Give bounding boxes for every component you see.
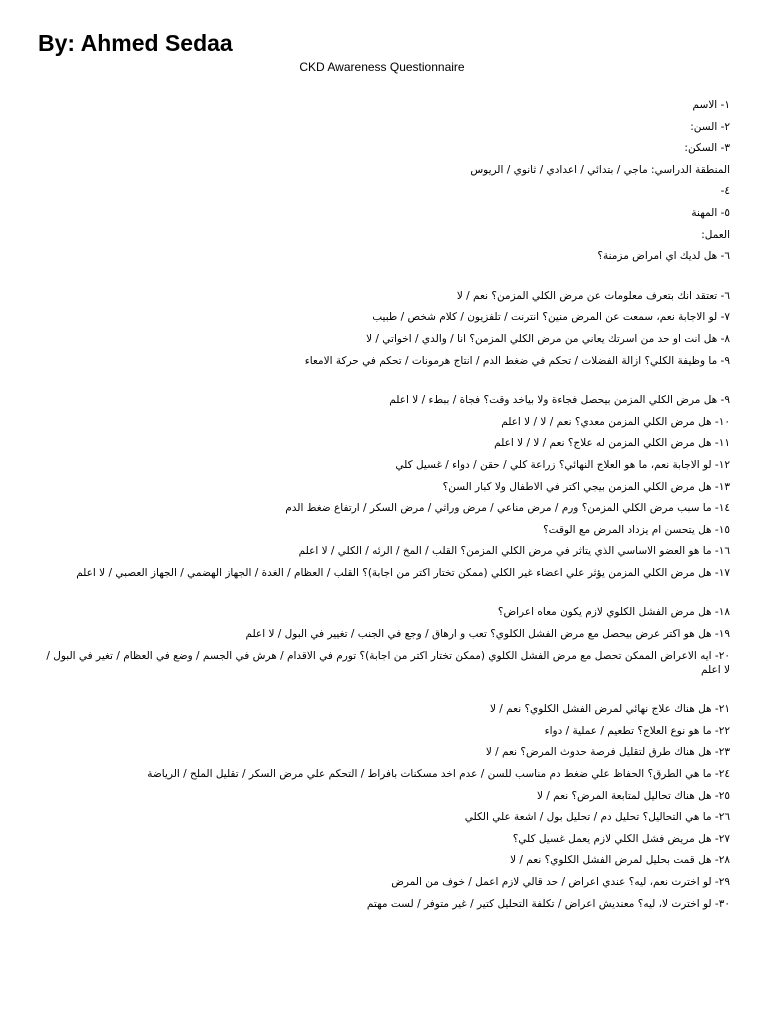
question-item: ٩- ما وظيفة الكلي؟ ازالة الفضلات / تحكم في ضغط الدم / انتاج هرمونات / تحكم في حركة الامعاء bbox=[304, 354, 730, 367]
question-item: ٢٨- هل قمت بحليل لمرض الفشل الكلوي؟ نعم / لا bbox=[510, 854, 730, 867]
question-item: ٢٧- هل مريض فشل الكلي لازم يعمل غسيل كلي؟ bbox=[512, 832, 730, 845]
question-item: ٣٠- لو اخترت لا، ليه؟ معنديش اعراض / تكلفة التحليل كتير / غير متوفر / لست مهتم bbox=[366, 897, 730, 910]
question-item: ٤- bbox=[720, 185, 730, 198]
question-item: ١٢- لو الاجابة نعم، ما هو العلاج النهائي؟ زراعة كلي / حقن / دواء / غسيل كلي bbox=[395, 458, 730, 471]
question-item: ٢٥- هل هناك تحاليل لمتابعة المرض؟ نعم / لا bbox=[536, 789, 730, 802]
question-item: ٢٤- ما هي الطرق؟ الحفاظ علي ضغط دم مناسب للسن / عدم اخد مسكنات بافراط / التحكم علي مرض السكر / تقليل الملح / الرياضة bbox=[147, 768, 730, 781]
question-item: ٦- تعتقد انك بتعرف معلومات عن مرض الكلي المزمن؟ نعم / لا bbox=[456, 289, 730, 302]
author-heading: By: Ahmed Sedaa bbox=[38, 30, 233, 56]
question-item: ٢٦- ما هي التحاليل؟ تحليل دم / تحليل بول / اشعة علي الكلي bbox=[464, 811, 730, 824]
section-spacer bbox=[40, 271, 730, 289]
question-item: ١٩- هل هو اكتر عرض بيحصل مع مرض الفشل الكلوي؟ تعب و ارهاق / وجع في الجنب / تغيير في البول / لا اعلم bbox=[245, 628, 730, 641]
question-item: ٢٩- لو اخترت نعم، ليه؟ عندي اعراض / حد قالي لازم اعمل / خوف من المرض bbox=[391, 876, 730, 888]
question-item: ١٨- هل مرض الفشل الكلوي لازم يكون معاه اعراض؟ bbox=[497, 606, 730, 619]
question-item: ١٥- هل يتحسن ام يزداد المرض مع الوقت؟ bbox=[543, 523, 730, 536]
question-item: ١٤- ما سبب مرض الكلي المزمن؟ ورم / مرض مناعي / مرض وراثي / مرض السكر / ارتفاع ضغط الدم bbox=[285, 502, 730, 515]
question-item: ٢٣- هل هناك طرق لتقليل فرصة حدوث المرض؟ نعم / لا bbox=[485, 746, 730, 759]
section-spacer bbox=[40, 684, 730, 702]
question-item: ٨- هل انت او حد من اسرتك يعاني من مرض الكلي المزمن؟ انا / والدي / اخواتي / لا bbox=[366, 332, 730, 345]
questionnaire-title: CKD Awareness Questionnaire bbox=[299, 60, 465, 74]
question-item: ١٧- هل مرض الكلي المزمن يؤثر علي اعضاء غير الكلي (ممكن تختار اكتر من اجابة)؟ القلب / العظام / الغدة / الجهاز الهضمي / الجهاز العصبي / لا اعلم bbox=[76, 566, 730, 579]
question-item: ٢١- هل هناك علاج نهائي لمرض الفشل الكلوي؟ نعم / لا bbox=[489, 703, 730, 716]
question-item: المنطقة الدراسي: ماجي / بتدائي / اعدادي / ثانوي / الريوس bbox=[470, 163, 730, 176]
question-item: ٦- هل لديك اي امراض مزمنة؟ bbox=[597, 250, 730, 263]
question-item: ١٦- ما هو العضو الاساسي الذي يتاثر في مرض الكلي المزمن؟ القلب / المخ / الرئه / الكلي / لا اعلم bbox=[298, 545, 730, 558]
question-item: ٢٠- ايه الاعراض الممكن تحصل مع مرض الفشل الكلوي (ممكن تختار اكتر من اجابة)؟ تورم في الاقدام / هرش في الجسم / وضع في العظام / تغير في البول / لا اعلم bbox=[46, 649, 730, 676]
question-item: ١- الاسم bbox=[692, 99, 730, 111]
question-item: ٢٢- ما هو نوع العلاج؟ تطعيم / عملية / دواء bbox=[544, 724, 730, 737]
question-item: ٧- لو الاجابة نعم، سمعت عن المرض منين؟ انترنت / تلفزيون / كلام شخص / طبيب bbox=[372, 311, 730, 324]
question-item: ٩- هل مرض الكلي المزمن بيحصل فجاءة ولا بياخد وقت؟ فجاة / ببطء / لا اعلم bbox=[389, 394, 730, 407]
question-item: ٣- السكن: bbox=[684, 142, 730, 155]
question-item: العمل: bbox=[701, 228, 730, 241]
question-item: ١٠- هل مرض الكلي المزمن معدي؟ نعم / لا / لا اعلم bbox=[501, 415, 730, 428]
section-spacer bbox=[40, 375, 730, 393]
question-item: ١١- هل مرض الكلي المزمن له علاج؟ نعم / لا / لا اعلم bbox=[494, 437, 730, 450]
questions-list bbox=[40, 98, 730, 918]
section-spacer bbox=[40, 587, 730, 605]
question-item: ٥- المهنة bbox=[691, 206, 730, 219]
question-item: ٢- السن: bbox=[690, 120, 730, 133]
question-item: ١٣- هل مرض الكلي المزمن بيجي اكتر في الاطفال ولا كبار السن؟ bbox=[442, 480, 730, 493]
